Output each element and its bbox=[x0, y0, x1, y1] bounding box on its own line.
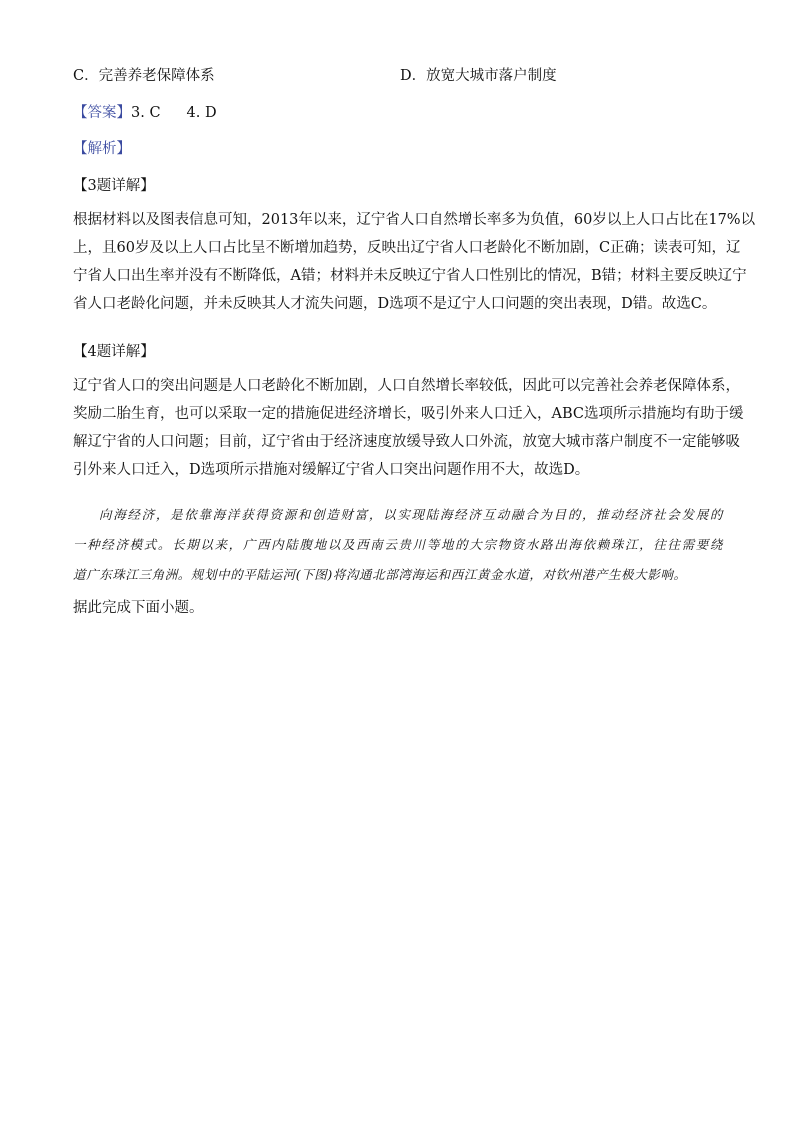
answer-value-4: 4. D bbox=[186, 105, 217, 121]
option-c: C．完善养老保障体系 bbox=[73, 68, 215, 84]
stem-line: 一种经济模式。长期以来，广西内陆腹地以及西南云贵川等地的大宗物资水路出海依赖珠江，往往需要绕 bbox=[73, 537, 723, 552]
section-4-heading: 【4题详解】 bbox=[73, 344, 155, 360]
answer-row bbox=[73, 103, 217, 123]
stem-line: 道广东珠江三角洲。规划中的平陆运河(下图)将沟通北部湾海运和西江黄金水道，对钦州港产生极大影响。 bbox=[73, 567, 687, 582]
question-stem bbox=[73, 500, 723, 590]
paragraph-line: 省人口老龄化问题，并未反映其人才流失问题，D选项不是辽宁人口问题的突出表现，D错。故选C。 bbox=[73, 296, 717, 312]
section-3-paragraph bbox=[73, 206, 756, 318]
section-4-paragraph bbox=[73, 372, 744, 484]
option-d: D．放宽大城市落户制度 bbox=[400, 68, 557, 84]
paragraph-line: 辽宁省人口的突出问题是人口老龄化不断加剧，人口自然增长率较低，因此可以完善社会养老保障体系， bbox=[73, 378, 740, 394]
answer-tag: 【答案】 bbox=[73, 105, 131, 121]
paragraph-line: 根据材料以及图表信息可知，2013年以来，辽宁省人口自然增长率多为负值，60岁以上人口占比在17%以 bbox=[73, 212, 756, 228]
paragraph-line: 引外来人口迁入，D选项所示措施对缓解辽宁省人口突出问题作用不大，故选D。 bbox=[73, 462, 590, 478]
answer-value-3: 3. C bbox=[131, 105, 161, 121]
section-3-heading: 【3题详解】 bbox=[73, 178, 155, 194]
paragraph-line: 宁省人口出生率并没有不断降低，A错；材料并未反映辽宁省人口性别比的情况，B错；材料主要反映辽宁 bbox=[73, 268, 747, 284]
paragraph-line: 解辽宁省的人口问题；目前，辽宁省由于经济速度放缓导致人口外流，放宽大城市落户制度不一定能够吸 bbox=[73, 434, 740, 450]
paragraph-line: 奖励二胎生育，也可以采取一定的措施促进经济增长，吸引外来人口迁入，ABC选项所示措施均有助于缓 bbox=[73, 406, 744, 422]
paragraph-line: 上，且60岁及以上人口占比呈不断增加趋势，反映出辽宁省人口老龄化不断加剧，C正确；读表可知，辽 bbox=[73, 240, 741, 256]
analysis-tag: 【解析】 bbox=[73, 141, 131, 157]
stem-line: 向海经济，是依靠海洋获得资源和创造财富，以实现陆海经济互动融合为目的，推动经济社会发展的 bbox=[99, 507, 723, 522]
instruction-text: 据此完成下面小题。 bbox=[73, 600, 204, 616]
